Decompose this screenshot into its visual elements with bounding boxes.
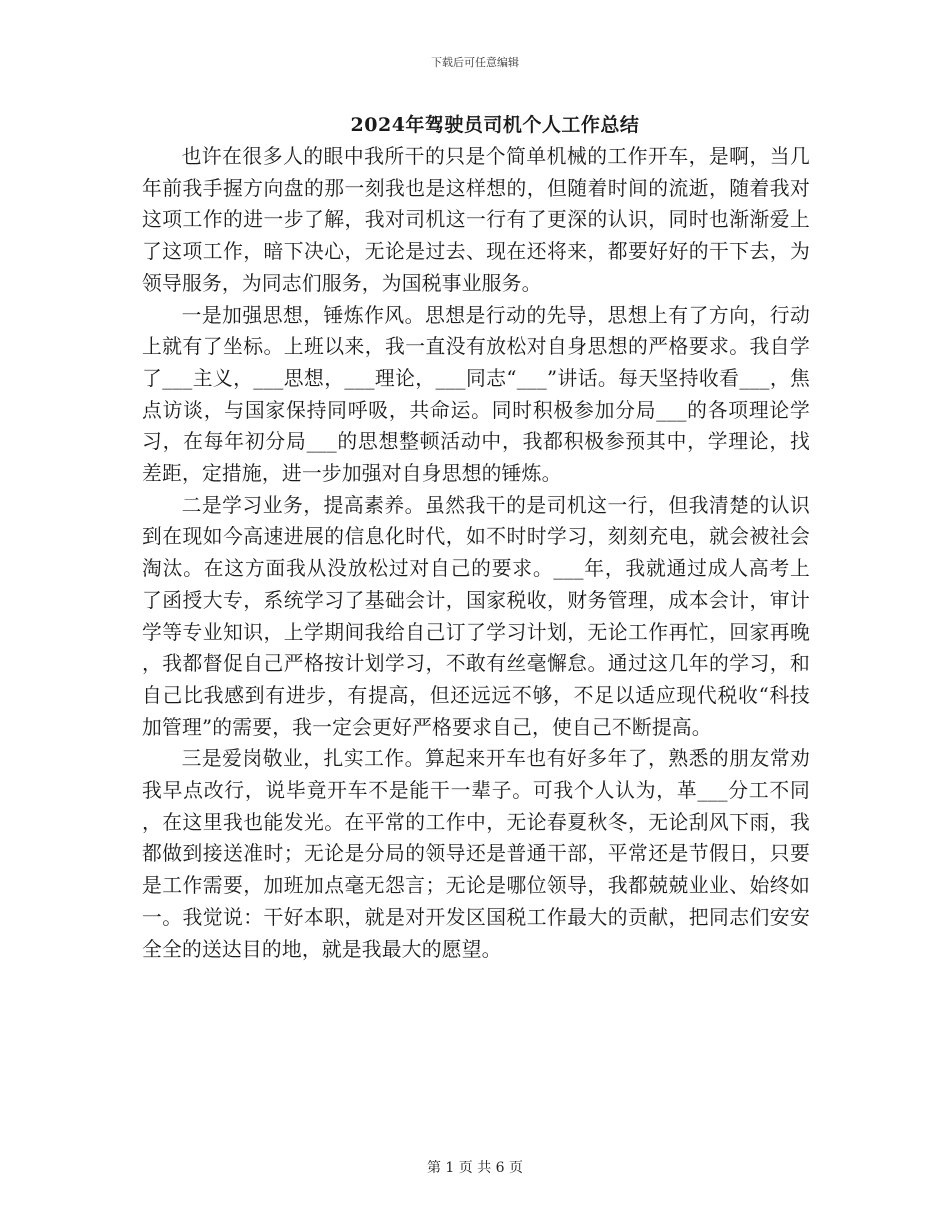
document-title: 2024年驾驶员司机个人工作总结 xyxy=(350,114,640,136)
paragraph-intro: 也许在很多人的眼中我所干的只是个简单机械的工作开车，是啊，当几年前我手握方向盘的那一刻我也是这样想的，但随着时间的流逝，随着我对这项工作的进一步了解，我对司机这一行有了更深的认识，同时也渐渐爱上了这项工作，暗下决心，无论是过去、现在还将来，都要好好的干下去，为领导服务，为同志们服务，为国税事业服务。 xyxy=(142,145,810,295)
paragraph-thought: 一是加强思想，锤炼作风。思想是行动的先导，思想上有了方向，行动上就有了坐标。上班以来，我一直没有放松对自身思想的严格要求。我自学了___主义，___思想，___理论，___同志“___”讲话。每天坚持收看___，焦点访谈，与国家保持同呼吸，共命运。同时积极参加分局___的各项理论学习，在每年初分局___的思想整顿活动中，我都积极参预其中，学理论，找差距，定措施，进一步加强对自身思想的锤炼。 xyxy=(142,303,810,486)
paragraph-work: 三是爱岗敬业，扎实工作。算起来开车也有好多年了，熟悉的朋友常劝我早点改行，说毕竟开车不是能干一辈子。可我个人认为，革___分工不同，在这里我也能发光。在平常的工作中，无论春夏秋冬，无论刮风下雨，我都做到接送准时；无论是分局的领导还是普通干部，平常还是节假日，只要是工作需要，加班加点毫无怨言；无论是哪位领导，我都兢兢业业、始终如一。我觉说：干好本职，就是对开发区国税工作最大的贡献，把同志们安安全全的送达目的地，就是我最大的愿望。 xyxy=(142,747,810,961)
document-body xyxy=(142,141,810,965)
page-footer: 第 1 页 共 6 页 xyxy=(426,1160,524,1176)
paragraph-study: 二是学习业务，提高素养。虽然我干的是司机这一行，但我清楚的认识到在现如今高速进展的信息化时代，如不时时学习，刻刻充电，就会被社会淘汰。在这方面我从没放松过对自己的要求。___年，我就通过成人高考上了函授大专，系统学习了基础会计，国家税收，财务管理，成本会计，审计学等专业知识，上学期间我给自己订了学习计划，无论工作再忙，回家再晚，我都督促自己严格按计划学习，不敢有丝毫懈怠。通过这几年的学习，和自己比我感到有进步，有提高，但还远远不够，不足以适应现代税收“科技加管理”的需要，我一定会更好严格要求自己，使自己不断提高。 xyxy=(142,493,810,739)
header-note: 下载后可任意编辑 xyxy=(431,56,519,69)
